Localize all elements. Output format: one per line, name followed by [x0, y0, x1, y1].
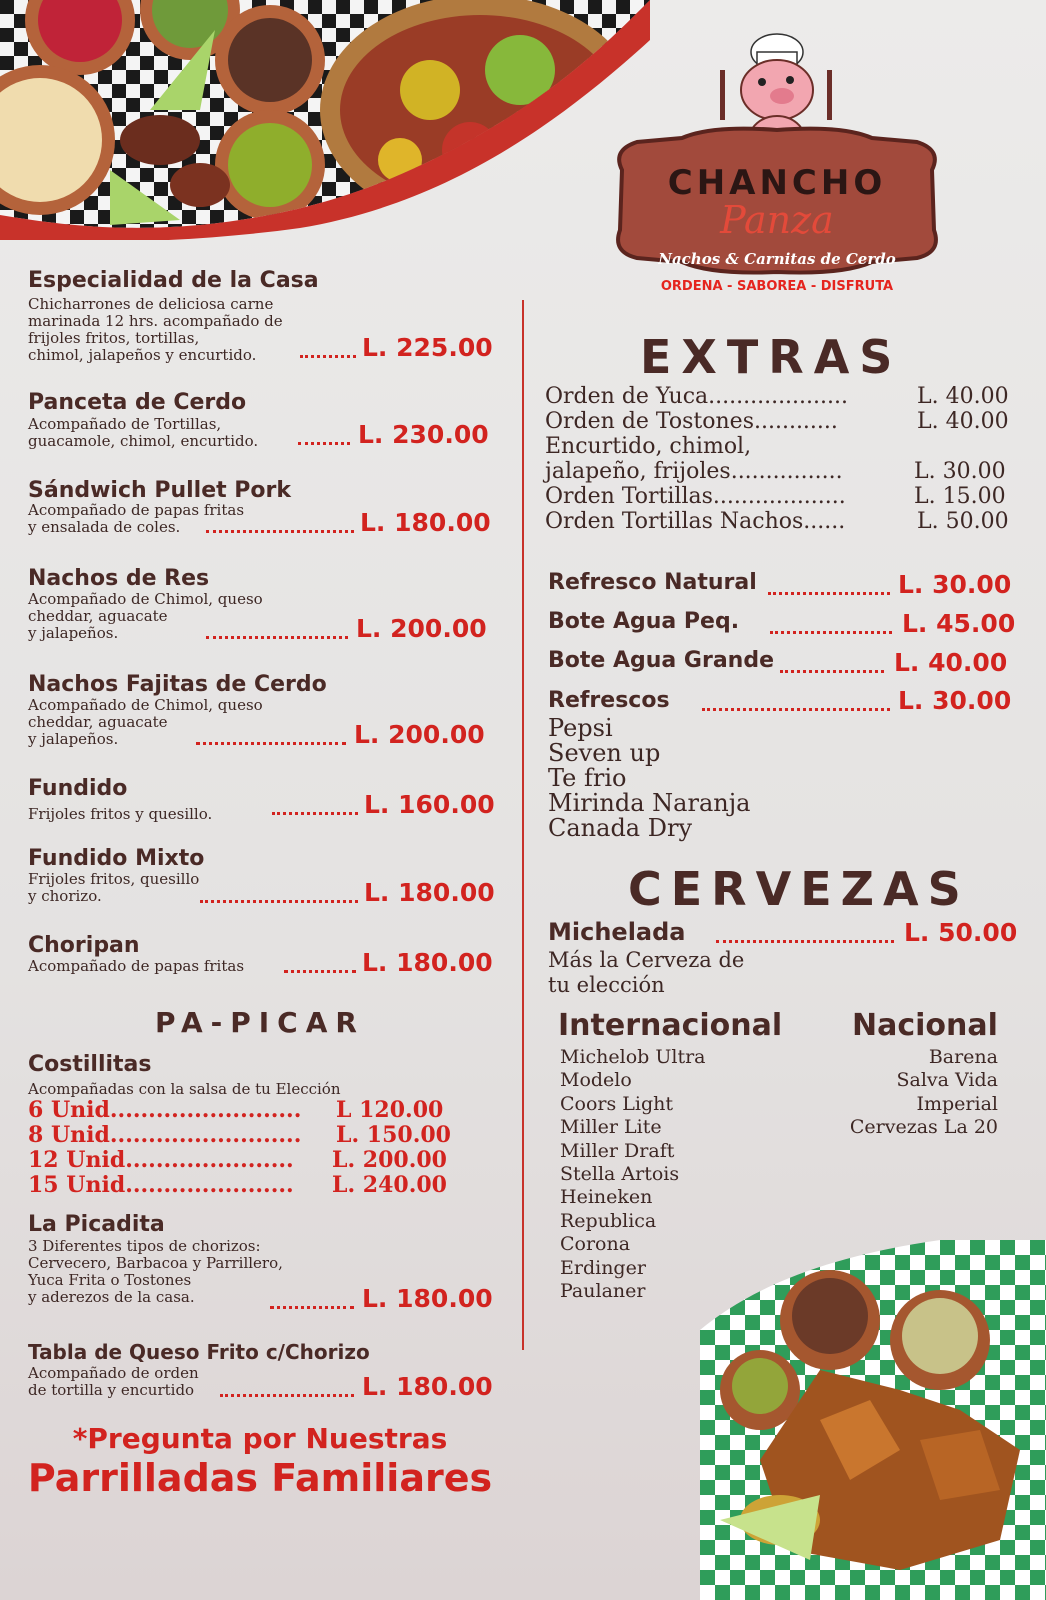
- michelada-title: Michelada: [548, 918, 686, 946]
- beer-item: Modelo: [560, 1069, 632, 1092]
- item-price: L. 225.00: [362, 333, 493, 362]
- brand-slogan: ORDENA - SABOREA - DISFRUTA: [660, 279, 894, 294]
- tabla-title: Tabla de Queso Frito c/Chorizo: [28, 1340, 370, 1364]
- beer-item: Barena: [928, 1046, 998, 1068]
- drink-title: Bote Agua Grande: [548, 648, 775, 673]
- item-title: Fundido Mixto: [28, 846, 205, 871]
- beer-item: Imperial: [916, 1092, 998, 1115]
- price-leader: [298, 442, 350, 445]
- brand-logo: [612, 30, 942, 300]
- price-leader: [284, 970, 356, 973]
- extras-price: L. 50.00: [917, 509, 1009, 534]
- item-title: Panceta de Cerdo: [28, 390, 247, 415]
- top-food-illustration: [0, 0, 650, 240]
- refresco-item: Pepsi: [548, 714, 613, 742]
- picadita-price: L. 180.00: [362, 1284, 493, 1313]
- item-title: Choripan: [28, 933, 140, 958]
- beer-item: Coors Light: [560, 1092, 674, 1115]
- costillitas-price: L. 200.00: [332, 1147, 447, 1173]
- promo-line2: Parrilladas Familiares: [27, 1456, 493, 1500]
- bottom-food-illustration: [700, 1240, 1046, 1600]
- price-leader: [206, 636, 348, 639]
- item-price: L. 180.00: [362, 948, 493, 977]
- beer-item: Heineken: [560, 1186, 653, 1209]
- item-price: L. 180.00: [364, 878, 495, 907]
- michelada-price: L. 50.00: [904, 918, 1018, 947]
- costillitas-qty: 8 Unid.........................: [28, 1122, 302, 1148]
- costillitas-qty: 15 Unid......................: [28, 1172, 294, 1198]
- price-leader: [768, 592, 890, 595]
- michelada-desc: Más la Cerveza de tu elección: [548, 948, 745, 997]
- beer-item: Michelob Ultra: [560, 1046, 706, 1068]
- extras-label: jalapeño, frijoles................: [545, 459, 843, 484]
- internacional-title: Internacional: [558, 1008, 783, 1043]
- item-desc: Acompañado de papas fritas y ensalada de coles.: [28, 501, 245, 536]
- costillitas-price: L 120.00: [336, 1097, 444, 1123]
- drink-price: L. 40.00: [894, 648, 1008, 677]
- costillitas-qty: 12 Unid......................: [28, 1147, 294, 1173]
- price-leader: [272, 812, 358, 815]
- drink-title: Refresco Natural: [548, 570, 757, 595]
- top-food-photo: [0, 0, 650, 240]
- refresco-item: Te frio: [548, 764, 627, 792]
- extras-label: Orden de Yuca....................: [545, 384, 848, 409]
- item-desc: Frijoles fritos, quesillo y chorizo.: [28, 870, 200, 905]
- extras-heading: EXTRAS: [640, 330, 903, 384]
- item-title: Sándwich Pullet Pork: [28, 478, 292, 503]
- item-desc: Acompañado de Chimol, queso cheddar, aguacate y jalapeños.: [28, 590, 263, 642]
- price-leader: [270, 1306, 354, 1309]
- extras-label: Orden Tortillas Nachos......: [545, 509, 846, 534]
- drink-price: L. 30.00: [898, 686, 1012, 715]
- item-title: Fundido: [28, 776, 128, 801]
- nacional-list: [820, 1046, 998, 1140]
- cervezas-heading: CERVEZAS: [628, 862, 970, 916]
- price-leader: [300, 355, 356, 358]
- beer-item: Miller Draft: [560, 1139, 675, 1162]
- extras-label: Orden Tortillas...................: [545, 484, 846, 509]
- costillitas-title: Costillitas: [28, 1052, 152, 1077]
- extras-price: L. 40.00: [917, 409, 1009, 434]
- tabla-desc: Acompañado de orden de tortilla y encurtido: [28, 1364, 199, 1399]
- drink-price: L. 45.00: [902, 609, 1016, 638]
- item-price: L. 200.00: [354, 720, 485, 749]
- column-divider: [522, 300, 524, 1350]
- refrescos-list: [548, 716, 750, 841]
- price-leader: [716, 940, 894, 943]
- beer-item: Cervezas La 20: [849, 1116, 998, 1139]
- item-price: L. 200.00: [356, 614, 487, 643]
- item-price: L. 180.00: [360, 508, 491, 537]
- drink-title: Refrescos: [548, 688, 670, 713]
- costillitas-qty: 6 Unid.........................: [28, 1097, 302, 1123]
- price-leader: [200, 900, 358, 903]
- picadita-title: La Picadita: [28, 1212, 165, 1237]
- extras-price: L. 15.00: [914, 484, 1006, 509]
- costillitas-price: L. 240.00: [332, 1172, 447, 1198]
- refresco-item: Mirinda Naranja: [548, 789, 751, 817]
- price-leader: [702, 708, 890, 711]
- tabla-price: L. 180.00: [362, 1372, 493, 1401]
- price-leader: [206, 530, 354, 533]
- item-desc: Acompañado de Chimol, queso cheddar, aguacate y jalapeños.: [28, 696, 263, 748]
- bottom-food-photo: [700, 1240, 1046, 1600]
- refresco-item: Canada Dry: [548, 814, 693, 842]
- price-leader: [780, 670, 884, 673]
- refresco-item: Seven up: [548, 739, 661, 767]
- beer-item: Stella Artois: [560, 1163, 680, 1186]
- costillitas-price: L. 150.00: [336, 1122, 451, 1148]
- extras-price: L. 30.00: [914, 459, 1006, 484]
- nacional-title: Nacional: [852, 1008, 998, 1043]
- item-price: L. 230.00: [358, 420, 489, 449]
- internacional-list: [560, 1046, 706, 1303]
- extras-label: Orden de Tostones............: [545, 409, 838, 434]
- beer-item: Republica: [560, 1209, 657, 1232]
- extras-price: L. 40.00: [917, 384, 1009, 409]
- item-desc: Acompañado de Tortillas, guacamole, chimol, encurtido.: [28, 415, 259, 450]
- item-title: Nachos Fajitas de Cerdo: [28, 672, 327, 697]
- beer-item: Erdinger: [560, 1256, 646, 1279]
- beer-item: Miller Lite: [560, 1116, 662, 1139]
- picadita-desc: 3 Diferentes tipos de chorizos: Cervecero, Barbacoa y Parrillero, Yuca Frita o Tostones y aderezos de la casa.: [28, 1237, 283, 1306]
- item-desc: Chicharrones de deliciosa carne marinada 12 hrs. acompañado de frijoles fritos, tortillas, chimol, jalapeños y encurtido.: [28, 295, 283, 364]
- costillitas-desc: Acompañadas con la salsa de tu Elección: [28, 1080, 341, 1098]
- price-leader: [770, 631, 892, 634]
- beer-item: Salva Vida: [896, 1069, 998, 1092]
- papicar-heading: PA-PICAR: [155, 1006, 365, 1039]
- item-price: L. 160.00: [364, 790, 495, 819]
- item-desc: Acompañado de papas fritas: [28, 957, 245, 975]
- brand-tagline: Nachos & Carnitas de Cerdo: [658, 250, 896, 268]
- beer-item: Paulaner: [560, 1280, 646, 1303]
- price-leader: [196, 742, 346, 745]
- drink-price: L. 30.00: [898, 570, 1012, 599]
- brand-name-top: CHANCHO: [667, 163, 887, 203]
- brand-name-script: Panza: [720, 198, 834, 242]
- item-title: Especialidad de la Casa: [28, 268, 319, 293]
- beer-item: Corona: [560, 1233, 631, 1256]
- drink-title: Bote Agua Peq.: [548, 609, 740, 634]
- item-desc: Frijoles fritos y quesillo.: [28, 805, 213, 823]
- extras-label: Encurtido, chimol,: [545, 434, 752, 459]
- item-title: Nachos de Res: [28, 566, 210, 591]
- price-leader: [220, 1394, 354, 1397]
- promo-line1: *Pregunta por Nuestras: [72, 1422, 448, 1455]
